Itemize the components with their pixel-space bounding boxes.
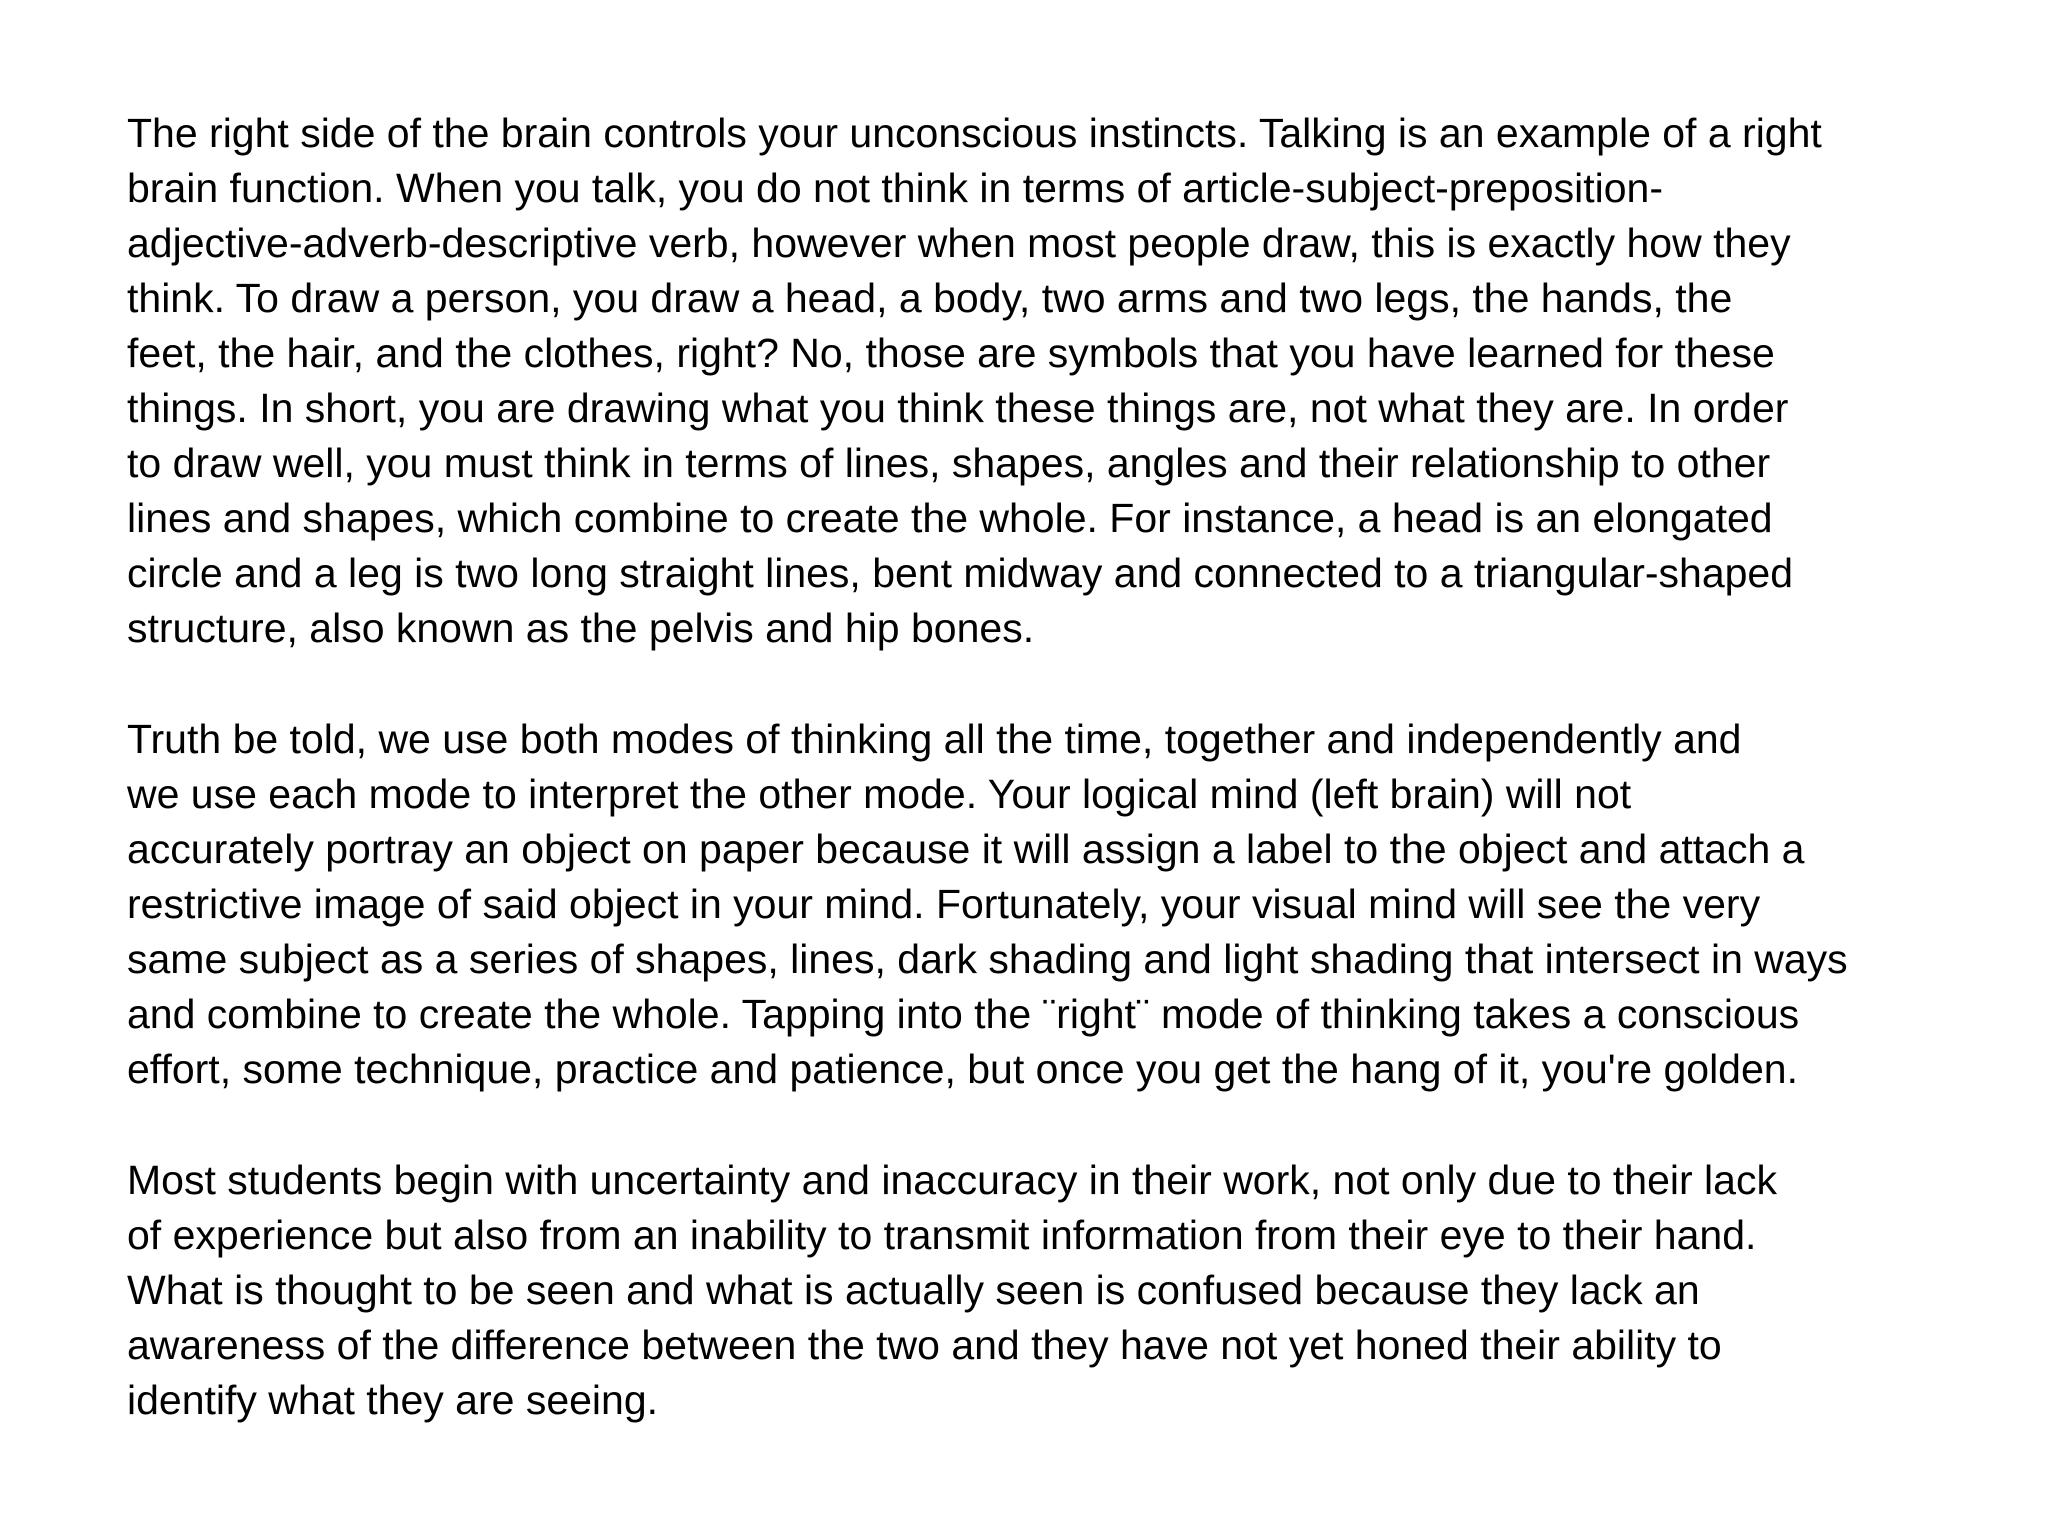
paragraph-line: feet, the hair, and the clothes, right? No, those are symbols that you have learned for these [127,330,1775,376]
paragraph-line: Most students begin with uncertainty and inaccuracy in their work, not only due to their lack [127,1157,1777,1203]
paragraph-line: think. To draw a person, you draw a head, a body, two arms and two legs, the hands, the [127,275,1733,321]
paragraph-line: structure, also known as the pelvis and hip bones. [127,605,1035,651]
paragraph-1 [127,106,1947,656]
paragraph-line: effort, some technique, practice and patience, but once you get the hang of it, you're golden. [127,1046,1798,1092]
paragraph-line: to draw well, you must think in terms of lines, shapes, angles and their relationship to other [127,440,1771,486]
paragraph-line: The right side of the brain controls your unconscious instincts. Talking is an example of a right [127,110,1822,156]
paragraph-line: circle and a leg is two long straight lines, bent midway and connected to a triangular-shaped [127,550,1794,596]
paragraph-line: of experience but also from an inability to transmit information from their eye to their hand. [127,1212,1757,1258]
paragraph-line: awareness of the difference between the two and they have not yet honed their ability to [127,1322,1722,1368]
paragraph-line: What is thought to be seen and what is actually seen is confused because they lack an [127,1267,1700,1313]
paragraph-line: we use each mode to interpret the other mode. Your logical mind (left brain) will not [127,771,1632,817]
paragraph-line: lines and shapes, which combine to create the whole. For instance, a head is an elongated [127,495,1773,541]
paragraph-line: things. In short, you are drawing what you think these things are, not what they are. In order [127,385,1789,431]
paragraph-line: same subject as a series of shapes, lines, dark shading and light shading that intersect in ways [127,936,1848,982]
paragraph-line: Truth be told, we use both modes of thinking all the time, together and independently and [127,716,1742,762]
paragraph-line: and combine to create the whole. Tapping into the ¨right¨ mode of thinking takes a conscious [127,991,1800,1037]
paragraph-line: brain function. When you talk, you do not think in terms of article-subject-preposition- [127,165,1663,211]
paragraph-2 [127,712,1947,1097]
paragraph-line: adjective-adverb-descriptive verb, however when most people draw, this is exactly how they [127,220,1791,266]
paragraph-line: restrictive image of said object in your mind. Fortunately, your visual mind will see the very [127,881,1761,927]
paragraph-3 [127,1153,1947,1428]
paragraph-line: accurately portray an object on paper because it will assign a label to the object and attach a [127,826,1805,872]
paragraph-line: identify what they are seeing. [127,1377,659,1423]
